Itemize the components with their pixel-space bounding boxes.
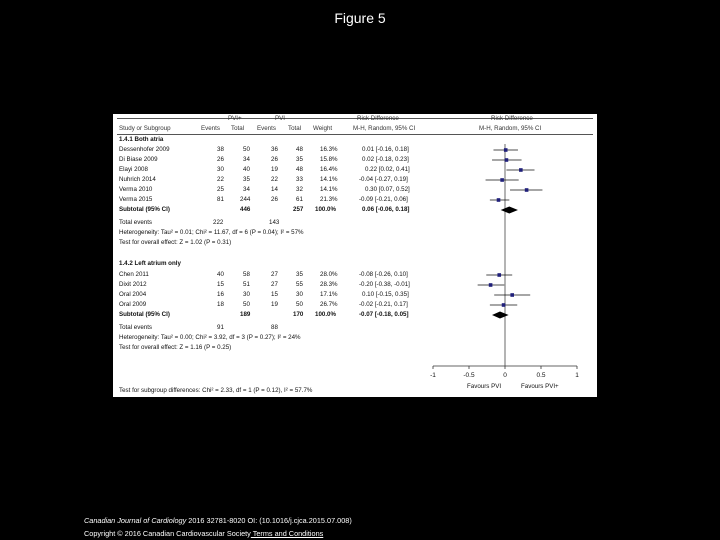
forest-plot-panel [113, 114, 597, 397]
study-marker [502, 303, 506, 307]
study-events2: 27 [271, 271, 278, 278]
subtotal-total2: 257 [293, 206, 304, 213]
study-ci: 0.10 [-0.15, 0.35] [362, 291, 409, 298]
study-total1: 34 [243, 156, 250, 163]
subgroup2-title: 1.4.2 Left atrium only [119, 260, 181, 267]
study-events2: 36 [271, 146, 278, 153]
study-total2: 48 [296, 146, 303, 153]
terms-link[interactable]: Terms and Conditions [250, 529, 324, 538]
footer-copyright-line [84, 529, 323, 538]
subtotal-diamond [501, 207, 518, 214]
study-name: Dessenhofer 2009 [119, 146, 170, 153]
study-events2: 19 [271, 166, 278, 173]
subgroup-differences-text: Test for subgroup differences: Chi² = 2.33, df = 1 (P = 0.12), I² = 57.7% [119, 387, 313, 394]
study-marker [525, 188, 529, 192]
subtotal-ci: -0.07 [-0.18, 0.05] [359, 311, 409, 318]
study-weight: 28.3% [320, 281, 338, 288]
x-axis-tick-label: 0 [503, 372, 507, 379]
study-events2: 26 [271, 196, 278, 203]
subtotal-label: Subtotal (95% CI) [119, 206, 170, 213]
study-ci: 0.30 [0.07, 0.52] [365, 186, 410, 193]
overall-effect-text: Test for overall effect: Z = 1.02 (P = 0.31) [119, 239, 232, 246]
study-weight: 14.1% [320, 186, 338, 193]
col-method-header: M-H, Random, 95% CI [353, 125, 416, 132]
subgroup1-title: 1.4.1 Both atria [119, 136, 164, 143]
plot-effect-header: Risk Difference [491, 115, 533, 122]
study-ci: 0.02 [-0.18, 0.23] [362, 156, 409, 163]
citation-text: 2016 32781-8020 OI: (10.1016/j.cjca.2015.07.008) [186, 516, 352, 525]
subtotal-total1: 446 [240, 206, 251, 213]
total-events1: 91 [217, 324, 224, 331]
study-total2: 35 [296, 156, 303, 163]
study-total2: 50 [296, 301, 303, 308]
subtotal-label: Subtotal (95% CI) [119, 311, 170, 318]
study-total1: 40 [243, 166, 250, 173]
study-weight: 16.4% [320, 166, 338, 173]
subtotal-weight: 100.0% [315, 206, 336, 213]
study-events1: 81 [217, 196, 224, 203]
study-total2: 35 [296, 271, 303, 278]
study-events2: 15 [271, 291, 278, 298]
subtotal-diamond [492, 312, 509, 319]
total-events2: 143 [269, 219, 280, 226]
study-name: Verma 2015 [119, 196, 153, 203]
footer-citation-line [84, 516, 352, 525]
study-total1: 34 [243, 186, 250, 193]
study-marker [510, 293, 514, 297]
study-weight: 14.1% [320, 176, 338, 183]
study-total2: 48 [296, 166, 303, 173]
study-weight: 26.7% [320, 301, 338, 308]
total-events2: 88 [271, 324, 278, 331]
study-name: Oral 2004 [119, 291, 147, 298]
subtotal-total1: 189 [240, 311, 251, 318]
study-events1: 16 [217, 291, 224, 298]
study-ci: -0.08 [-0.26, 0.10] [359, 271, 408, 278]
journal-name: Canadian Journal of Cardiology [84, 516, 187, 525]
study-name: Chen 2011 [119, 271, 149, 278]
study-name: Elayi 2008 [119, 166, 148, 173]
study-total1: 244 [240, 196, 251, 203]
study-events1: 38 [217, 146, 224, 153]
study-total1: 35 [243, 176, 250, 183]
group2-header: PVI [275, 115, 285, 122]
study-marker [500, 178, 504, 182]
plot-method-header: M-H, Random, 95% CI [479, 125, 542, 132]
study-total2: 61 [296, 196, 303, 203]
study-events2: 19 [271, 301, 278, 308]
study-total1: 58 [243, 271, 250, 278]
study-events2: 14 [271, 186, 278, 193]
study-weight: 21.3% [320, 196, 338, 203]
study-total2: 55 [296, 281, 303, 288]
forest-plot [113, 114, 597, 397]
subtotal-ci: 0.06 [-0.06, 0.18] [362, 206, 410, 213]
study-marker [505, 158, 509, 162]
col-events1-header: Events [201, 125, 220, 132]
study-weight: 28.0% [320, 271, 338, 278]
study-weight: 17.1% [320, 291, 338, 298]
col-total1-header: Total [231, 125, 245, 132]
total-events-label: Total events [119, 219, 153, 226]
col-study-header: Study or Subgroup [119, 125, 171, 132]
study-events2: 27 [271, 281, 278, 288]
x-axis-tick-label: -0.5 [463, 372, 475, 379]
total-events1: 222 [213, 219, 224, 226]
study-name: Di Biase 2009 [119, 156, 158, 163]
favours-left-label: Favours PVI [467, 383, 502, 390]
study-events1: 30 [217, 166, 224, 173]
study-marker [504, 148, 508, 152]
study-ci: -0.20 [-0.38, -0.01] [359, 281, 410, 288]
study-name: Dixit 2012 [119, 281, 147, 288]
study-ci: -0.09 [-0.21, 0.06] [359, 196, 408, 203]
study-marker [489, 283, 493, 287]
study-events1: 15 [217, 281, 224, 288]
study-events1: 25 [217, 186, 224, 193]
x-axis-tick-label: -1 [430, 372, 436, 379]
study-total1: 51 [243, 281, 250, 288]
subtotal-weight: 100.0% [315, 311, 336, 318]
overall-effect-text: Test for overall effect: Z = 1.16 (P = 0.25) [119, 344, 232, 351]
col-total2-header: Total [288, 125, 302, 132]
x-axis-tick-label: 0.5 [536, 372, 546, 379]
study-events2: 22 [271, 176, 278, 183]
study-name: Nuhrich 2014 [119, 176, 156, 183]
study-events1: 22 [217, 176, 224, 183]
study-total1: 30 [243, 291, 250, 298]
study-ci: -0.04 [-0.27, 0.19] [359, 176, 408, 183]
study-events1: 18 [217, 301, 224, 308]
total-events-label: Total events [119, 324, 153, 331]
x-axis-tick-label: 1 [575, 372, 579, 379]
study-total2: 30 [296, 291, 303, 298]
col-weight-header: Weight [313, 125, 333, 132]
study-events2: 26 [271, 156, 278, 163]
study-name: Oral 2009 [119, 301, 147, 308]
study-ci: 0.22 [0.02, 0.41] [365, 166, 410, 173]
heterogeneity-text: Heterogeneity: Tau² = 0.00; Chi² = 3.92, df = 3 (P = 0.27); I² = 24% [119, 334, 301, 341]
study-ci: 0.01 [-0.16, 0.18] [362, 146, 409, 153]
study-marker [519, 168, 523, 172]
study-weight: 16.3% [320, 146, 338, 153]
study-total2: 32 [296, 186, 303, 193]
group1-header: PVI+ [228, 115, 242, 122]
study-name: Verma 2010 [119, 186, 153, 193]
figure-title: Figure 5 [334, 10, 386, 26]
study-ci: -0.02 [-0.21, 0.17] [359, 301, 408, 308]
study-total1: 50 [243, 301, 250, 308]
study-events1: 40 [217, 271, 224, 278]
heterogeneity-text: Heterogeneity: Tau² = 0.01; Chi² = 11.67, df = 6 (P = 0.04); I² = 57% [119, 229, 304, 236]
favours-right-label: Favours PVI+ [521, 383, 559, 390]
effect-header: Risk Difference [357, 115, 399, 122]
subtotal-total2: 170 [293, 311, 304, 318]
study-marker [497, 198, 501, 202]
study-events1: 26 [217, 156, 224, 163]
study-marker [497, 273, 501, 277]
study-total2: 33 [296, 176, 303, 183]
study-total1: 50 [243, 146, 250, 153]
copyright-text: Copyright © 2016 Canadian Cardiovascular Society [84, 529, 251, 538]
col-events2-header: Events [257, 125, 276, 132]
study-weight: 15.8% [320, 156, 338, 163]
